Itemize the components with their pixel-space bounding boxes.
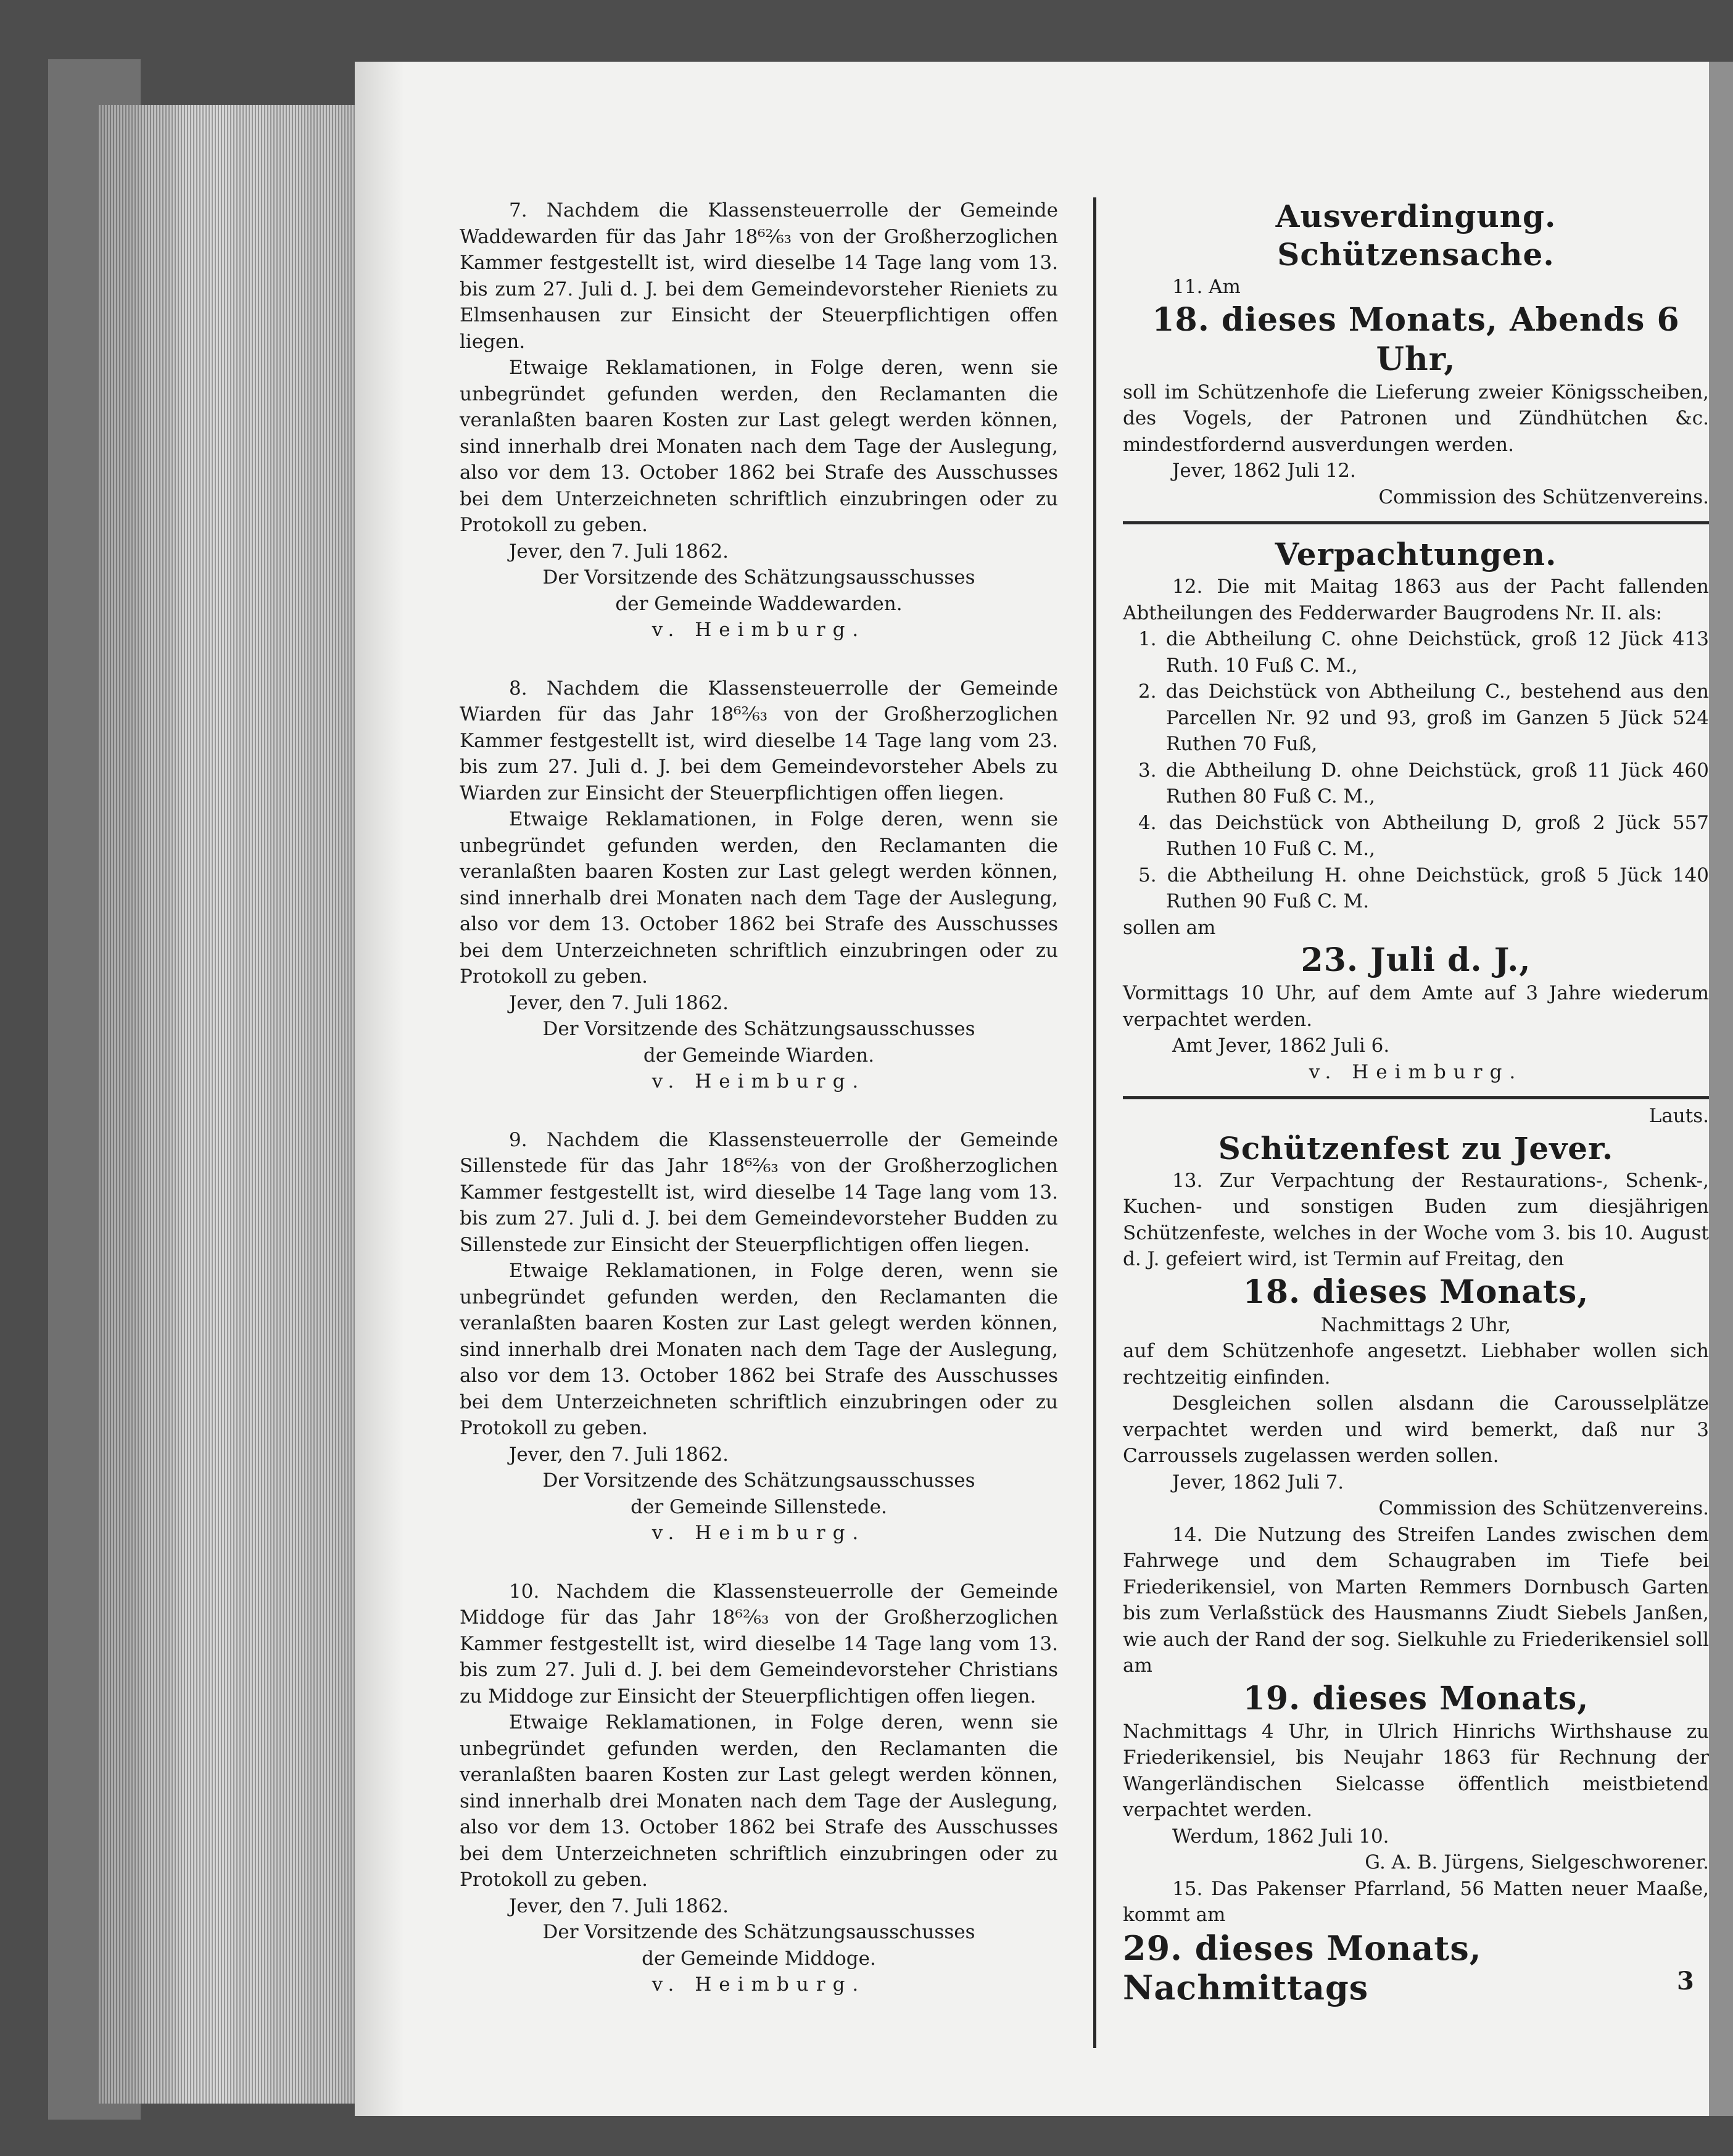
notice-10-date: Jever, den 7. Juli 1862. xyxy=(509,1894,729,1917)
notice-9 xyxy=(460,1127,1058,1547)
notice-9-signature-municipality: der Gemeinde Sillenstede. xyxy=(631,1495,887,1518)
notice-7 xyxy=(460,197,1058,643)
notice-11-heading: Ausverdingung. xyxy=(1275,198,1557,234)
notice-8-text: 8. Nachdem die Klassensteuerrolle der Gemeinde Wiarden für das Jahr 18⁶²⁄₆₃ von der Großherzoglichen Kammer festgestellt ist, wird dieselbe 14 Tage lang vom 23. bis zum 27. Juli d. J. bei dem Gemeindevorsteher Abels zu Wiarden zur Einsicht der Steuerpflichtigen offen liegen. xyxy=(460,677,1058,804)
notice-7-reclamation: Etwaige Reklamationen, in Folge deren, wenn sie unbegründet gefunden werden, den Reclamanten die veranlaßten baaren Kosten zur Last gelegt werden können, sind innerhalb drei Monaten nach dem Tage der Auslegung, also vor dem 13. October 1862 bei Strafe des Ausschusses bei dem Unterzeichneten schriftlich einzubringen oder zu Protokoll zu geben. xyxy=(460,357,1058,536)
gutter-shadow xyxy=(355,62,404,2116)
notice-9-date: Jever, den 7. Juli 1862. xyxy=(509,1443,729,1466)
column-rule xyxy=(1093,197,1096,2048)
notice-14-date: Werdum, 1862 Juli 10. xyxy=(1172,1825,1389,1848)
notice-9-signature-name: v. Heimburg. xyxy=(651,1522,866,1544)
notice-10-reclamation: Etwaige Reklamationen, in Folge deren, wenn sie unbegründet gefunden werden, den Reclamanten die veranlaßten baaren Kosten zur Last gelegt werden können, sind innerhalb drei Monaten nach dem Tage der Auslegung, also vor dem 13. October 1862 bei Strafe des Ausschusses bei dem Unterzeichneten schriftlich einzubringen oder zu Protokoll zu geben. xyxy=(460,1711,1058,1891)
right-column xyxy=(1123,197,1709,2007)
notice-10-signature-name: v. Heimburg. xyxy=(651,1973,866,1996)
notice-14-terms: Nachmittags 4 Uhr, in Ulrich Hinrichs Wirthshause zu Friederikensiel, bis Neujahr 1863 für Rechnung der Wangerländischen Sielcasse öffentlich meistbietend verpachtet werden. xyxy=(1123,1720,1709,1821)
notice-15-text: 15. Das Pakenser Pfarrland, 56 Matten neuer Maaße, kommt am xyxy=(1123,1877,1709,1926)
notice-8-signature-title: Der Vorsitzende des Schätzungsausschusses xyxy=(542,1018,975,1040)
section-rule xyxy=(1123,1096,1709,1099)
notice-11-date: Jever, 1862 Juli 12. xyxy=(1172,460,1356,482)
notice-12-sollen: sollen am xyxy=(1123,916,1216,939)
notice-15 xyxy=(1123,1876,1709,2007)
notice-12-date-highlight: 23. Juli d. J., xyxy=(1301,941,1531,979)
notice-12-date: Amt Jever, 1862 Juli 6. xyxy=(1172,1035,1390,1057)
notice-13-date: Jever, 1862 Juli 7. xyxy=(1172,1471,1344,1493)
notice-14 xyxy=(1123,1522,1709,1876)
notice-13-venue: auf dem Schützenhofe angesetzt. Liebhaber wollen sich rechtzeitig einfinden. xyxy=(1123,1340,1709,1389)
notice-11-subheading: Schützensache. xyxy=(1277,236,1555,273)
left-column xyxy=(460,197,1058,1998)
notice-12-item: 1. die Abtheilung C. ohne Deichstück, groß 12 Jück 413 Ruth. 10 Fuß C. M., xyxy=(1138,628,1709,677)
notice-12-terms: Vormittags 10 Uhr, auf dem Amte auf 3 Jahre wiederum verpachtet werden. xyxy=(1123,982,1709,1031)
notice-10-signature-municipality: der Gemeinde Middoge. xyxy=(642,1947,876,1970)
notice-14-date-highlight: 19. dieses Monats, xyxy=(1243,1679,1589,1717)
notice-13-text: 13. Zur Verpachtung der Restaurations-, Schenk-, Kuchen- und sonstigen Buden zum diesjährigen Schützenfeste, welches in der Woche vom 3. bis 10. August d. J. gefeiert wird, ist Termin auf Freitag, den xyxy=(1123,1169,1709,1270)
notice-11-date-highlight: 18. dieses Monats, Abends 6 Uhr, xyxy=(1152,300,1680,378)
scan-right-edge xyxy=(1709,62,1733,2116)
notice-9-reclamation: Etwaige Reklamationen, in Folge deren, wenn sie unbegründet gefunden werden, den Reclamanten die veranlaßten baaren Kosten zur Last gelegt werden können, sind innerhalb drei Monaten nach dem Tage der Auslegung, also vor dem 13. October 1862 bei Strafe des Ausschusses bei dem Unterzeichneten schriftlich einzubringen oder zu Protokoll zu geben. xyxy=(460,1260,1058,1439)
notice-11-signature: Commission des Schützenvereins. xyxy=(1378,485,1709,508)
notice-8-date: Jever, den 7. Juli 1862. xyxy=(509,991,729,1014)
notice-10-signature-title: Der Vorsitzende des Schätzungsausschusses xyxy=(542,1921,975,1943)
notice-13-carousel: Desgleichen sollen alsdann die Carousselplätze verpachtet werden und wird bemerkt, daß nur 3 Carroussels zugelassen werden sollen. xyxy=(1123,1392,1709,1467)
notice-13-heading: Schützenfest zu Jever. xyxy=(1218,1130,1614,1167)
notice-12-item: 5. die Abtheilung H. ohne Deichstück, groß 5 Jück 140 Ruthen 90 Fuß C. M. xyxy=(1138,864,1709,912)
page-stack-shade xyxy=(99,105,358,2104)
notice-10 xyxy=(460,1579,1058,1998)
notice-12-heading: Verpachtungen. xyxy=(1275,536,1557,572)
notice-9-signature-title: Der Vorsitzende des Schätzungsausschusses xyxy=(542,1469,975,1492)
notice-11-lead: 11. Am xyxy=(1172,276,1241,298)
notice-11-text: soll im Schützenhofe die Lieferung zweier Königsscheiben, des Vogels, der Patronen und Zündhütchen &c. mindestfordernd ausverdungen werden. xyxy=(1123,381,1709,456)
notice-8 xyxy=(460,675,1058,1095)
notice-12-text: 12. Die mit Maitag 1863 aus der Pacht fallenden Abtheilungen des Fedderwarder Baugrodens Nr. II. als: xyxy=(1123,576,1709,624)
notice-15-date-highlight: 29. dieses Monats, Nachmittags xyxy=(1123,1928,1482,2007)
notice-12 xyxy=(1123,535,1709,1085)
notice-13 xyxy=(1123,1130,1709,1522)
notice-14-signature: G. A. B. Jürgens, Sielgeschworener. xyxy=(1365,1851,1709,1873)
notice-7-signature-title: Der Vorsitzende des Schätzungsausschusses xyxy=(542,566,975,589)
notice-13-time: Nachmittags 2 Uhr, xyxy=(1320,1313,1512,1336)
notice-7-date: Jever, den 7. Juli 1862. xyxy=(509,540,729,563)
notice-12-item: 3. die Abtheilung D. ohne Deichstück, groß 11 Jück 460 Ruthen 80 Fuß C. M., xyxy=(1138,759,1709,807)
notice-13-signature: Commission des Schützenvereins. xyxy=(1378,1497,1709,1519)
notice-12-item: 4. das Deichstück von Abtheilung D, groß 2 Jück 557 Ruthen 10 Fuß C. M., xyxy=(1138,811,1709,860)
notice-8-signature-municipality: der Gemeinde Wiarden. xyxy=(643,1044,875,1067)
notice-8-reclamation: Etwaige Reklamationen, in Folge deren, wenn sie unbegründet gefunden werden, den Reclamanten die veranlaßten baaren Kosten zur Last gelegt werden können, sind innerhalb drei Monaten nach dem Tage der Auslegung, also vor dem 13. October 1862 bei Strafe des Ausschusses bei dem Unterzeichneten schriftlich einzubringen oder zu Protokoll zu geben. xyxy=(460,808,1058,988)
notice-14-text: 14. Die Nutzung des Streifen Landes zwischen dem Fahrwege und dem Schaugraben im Tiefe bei Friederikensiel, von Marten Remmers Dornbusch Garten bis zum Verlaßstück des Hausmanns Ziudt Siebels Janßen, wie auch der Rand der sog. Sielkuhle zu Friederikensiel soll am xyxy=(1123,1523,1709,1677)
notice-7-signature-name: v. Heimburg. xyxy=(651,619,866,641)
notice-7-signature-municipality: der Gemeinde Waddewarden. xyxy=(615,592,903,615)
page-number: 3 xyxy=(1677,1967,1694,1996)
notice-12-item: 2. das Deichstück von Abtheilung C., bestehend aus den Parcellen Nr. 92 und 93, groß im Ganzen 5 Jück 524 Ruthen 70 Fuß, xyxy=(1138,680,1709,755)
notice-12-signature-name: v. Heimburg. xyxy=(1309,1060,1523,1083)
notice-8-signature-name: v. Heimburg. xyxy=(651,1070,866,1092)
notice-13-date-highlight: 18. dieses Monats, xyxy=(1243,1273,1589,1311)
notice-10-text: 10. Nachdem die Klassensteuerrolle der Gemeinde Middoge für das Jahr 18⁶²⁄₆₃ von der Großherzoglichen Kammer festgestellt ist, wird dieselbe 14 Tage lang vom 13. bis zum 27. Juli d. J. bei dem Gemeindevorsteher Christians zu Middoge zur Einsicht der Steuerpflichtigen offen liegen. xyxy=(460,1580,1058,1708)
notice-7-text: 7. Nachdem die Klassensteuerrolle der Gemeinde Waddewarden für das Jahr 18⁶²⁄₆₃ von der Großherzoglichen Kammer festgestellt ist, wird dieselbe 14 Tage lang vom 13. bis zum 27. Juli d. J. bei dem Gemeindevorsteher Rieniets zu Elmsenhausen zur Einsicht der Steuerpflichtigen offen liegen. xyxy=(460,199,1058,353)
notice-11 xyxy=(1123,197,1709,510)
section-rule xyxy=(1123,521,1709,524)
notice-9-text: 9. Nachdem die Klassensteuerrolle der Gemeinde Sillenstede für das Jahr 18⁶²⁄₆₃ von der Großherzoglichen Kammer festgestellt ist, wird dieselbe 14 Tage lang vom 13. bis zum 27. Juli d. J. bei dem Gemeindevorsteher Budden zu Sillenstede zur Einsicht der Steuerpflichtigen offen liegen. xyxy=(460,1128,1058,1256)
notice-12-countersign: Lauts. xyxy=(1648,1105,1709,1127)
